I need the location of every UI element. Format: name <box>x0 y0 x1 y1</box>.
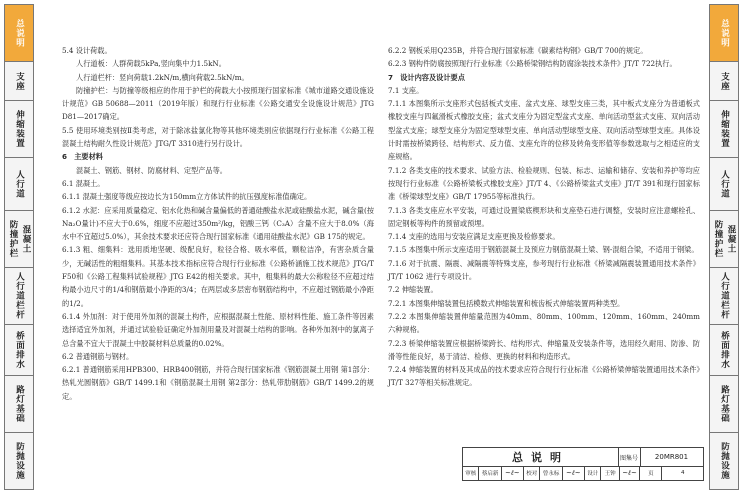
paragraph: 人行道板：人群荷载5kPa,竖向集中力1.5kN。 <box>76 59 226 69</box>
tab-label: 人行道 <box>14 169 25 199</box>
right-text-column <box>388 44 700 390</box>
right-nav-tab-2[interactable] <box>709 101 739 158</box>
left-text-column <box>62 44 374 403</box>
right-nav-tab-3[interactable] <box>709 158 739 211</box>
right-nav-tab-8[interactable] <box>709 433 739 490</box>
check-name: 曾永标 <box>540 466 562 480</box>
paragraph: 6.1.2 水泥：应采用质量稳定、铝水化热和碱含量偏低的普通硅酸盐水泥或硅酸盐水泥，碱含量(按Na₂O量计)不应大于0.6%，细度不应超过350m²/kg，铝酸三钙（C₃A）含量不应大于8.0%（海水中不宜超过5.0%），其余技术要求还应符合现行国家标准《通用硅酸盐水泥》GB 175的规定。 <box>62 205 374 242</box>
section-heading: 7 设计内容及设计要点 <box>388 72 465 82</box>
page-label: 页 <box>640 466 662 480</box>
tab-label-secondary: 混凝土 <box>726 224 736 254</box>
paragraph: 7.2.3 桥梁伸缩装置应根据桥梁跨长、结构形式、伸缩量及安装条件等，选用经久耐用、防渗、防滑等性能良好，易于清洁、检修、更换的材料和构造形式。 <box>388 338 700 361</box>
title-block-title: 总说明 <box>463 448 619 467</box>
paragraph: 7.2.2 本图集伸缩装置伸缩量范围为40mm、80mm、100mm、120mm、160mm、240mm六种规格。 <box>388 311 700 335</box>
paragraph: 5.5 使用环境类别按Ⅱ类考虑，对于除冰盐氯化物等其他环境类别应依据现行行业标准《公路工程混凝土结构耐久性设计规范》JTG/T 3310进行另行设计。 <box>62 125 374 149</box>
tab-label: 伸缩装置 <box>14 110 25 148</box>
paragraph: 7.1 支座。 <box>388 85 424 95</box>
title-block <box>462 447 704 481</box>
left-nav-tab-8[interactable] <box>4 433 34 490</box>
tab-label: 防撞护栏 <box>8 220 18 258</box>
left-category-nav <box>4 4 34 480</box>
left-nav-tab-1[interactable] <box>4 62 34 101</box>
tab-label: 支座 <box>14 71 25 91</box>
review-signature: ~ℓ~ <box>502 466 524 480</box>
paragraph: 7.1.5 本图集中所示支座适用于钢筋混凝土及预应力钢筋混凝土梁、钢-混组合梁，不适用于钢梁。 <box>388 245 699 255</box>
tab-label: 桥面排水 <box>14 331 25 369</box>
review-name: 蔡启新 <box>479 466 501 480</box>
left-nav-tab-0[interactable] <box>4 4 34 62</box>
tab-label: 防抛设施 <box>719 442 730 480</box>
paragraph: 6.1.4 外加剂：对于使用外加剂的混凝土构件，应根据混凝土性能、原材料性能、施工条件等因素选择适宜外加剂，并通过试验验证确定外加剂用量及对混凝土结构的影响。各种外加剂中的氯离子总含量不宜大于混凝土中胶凝材料总质量的0.02%。 <box>62 311 374 348</box>
paragraph: 7.1.2 各类支座的技术要求、试验方法、检验规则、包装、标志、运输和储存、安装和养护等均应按现行行业标准《公路桥梁板式橡胶支座》JT/T 4、《公路桥梁盆式支座》JT/T 391和现行国家标准《桥梁球型支座》GB/T 17955等标准执行。 <box>388 165 700 202</box>
paragraph: 7.1.1 本图集所示支座形式包括板式支座、盆式支座、球型支座三类，其中板式支座分为普通板式橡胶支座与四氟滑板式橡胶支座；盆式支座分为固定型盆式支座、单向活动型盆式支座、双向活动型盆式支座；球型支座分为固定型球型支座、单向活动型球型支座、双向活动型球型支座。具体设计时需按桥梁跨径、结构形式、反力值、支座允许的位移及转角变形值等参数选取与之相适应的支座规格。 <box>388 99 700 162</box>
right-category-nav <box>709 4 739 480</box>
paragraph: 混凝土、钢筋、钢材、防腐材料、定型产品等。 <box>76 165 227 175</box>
right-nav-tab-4[interactable] <box>709 211 739 268</box>
atlas-number-label: 图集号 <box>618 448 641 467</box>
section-heading: 6 主要材料 <box>62 152 103 162</box>
review-label: 审核 <box>463 466 479 480</box>
paragraph: 6.1 混凝土。 <box>62 178 105 188</box>
tab-label: 路灯基础 <box>719 385 730 423</box>
left-nav-tab-3[interactable] <box>4 158 34 211</box>
right-nav-tab-5[interactable] <box>709 268 739 325</box>
left-nav-tab-2[interactable] <box>4 101 34 158</box>
paragraph: 5.4 设计荷载。 <box>62 46 112 55</box>
paragraph: 7.2.1 本图集伸缩装置包括模数式伸缩装置和梳齿板式伸缩装置两种类型。 <box>388 298 625 308</box>
tab-label: 人行道栏杆 <box>14 272 25 320</box>
tab-label: 总说明 <box>14 18 25 48</box>
tab-label: 路灯基础 <box>14 385 25 423</box>
paragraph: 7.2 伸缩装置。 <box>388 285 438 295</box>
tab-label-secondary: 混凝土 <box>21 224 31 254</box>
page-number: 4 <box>681 470 685 476</box>
tab-label: 支座 <box>719 71 730 91</box>
tab-label: 防抛设施 <box>14 442 25 480</box>
paragraph: 6.2 普通钢筋与钢材。 <box>62 351 134 361</box>
paragraph: 7.2.4 伸缩装置的材料及其成品的技术要求应符合现行行业标准《公路桥梁伸缩装置通用技术条件》JT/T 327等相关标准规定。 <box>388 365 700 388</box>
paragraph: 人行道栏杆：竖向荷载1.2kN/m,横向荷载2.5kN/m。 <box>76 72 249 82</box>
tab-label: 人行道栏杆 <box>719 272 730 320</box>
right-nav-tab-1[interactable] <box>709 62 739 101</box>
signature-row <box>463 466 703 480</box>
design-signature: ~ℓ~ <box>620 466 640 480</box>
paragraph: 6.1.1 混凝土强度等级应按边长为150mm立方体试件的抗压强度标准值确定。 <box>62 192 312 202</box>
paragraph: 7.1.6 对于抗震、隔震、减隔震等特殊支座，参考现行行业标准《桥梁减隔震装置通用技术条件》JT/T 1062 进行专项设计。 <box>388 258 700 282</box>
document-page <box>44 30 698 450</box>
paragraph: 6.1.3 粗、细集料：选用质地坚硬、级配良好，粒径合格、吸水率低，颗粒洁净，有害杂质含量少，无碱活性的粗细集料。其基本技术指标应符合现行行业标准《公路桥涵施工技术规范》JTG/T F50和《公路工程集料试验规程》JTG E42的相关要求。其中，粗集料的最大公称粒径不应超过结构最小边尺寸的1/4和钢筋最小净距的3/4；在两层或多层密布钢筋结构中，不应超过钢筋最小净距的1/2。 <box>62 245 374 308</box>
left-nav-tab-6[interactable] <box>4 325 34 376</box>
atlas-number: 20MR801 <box>640 448 703 467</box>
right-nav-tab-6[interactable] <box>709 325 739 376</box>
tab-label: 总说明 <box>719 18 730 48</box>
check-signature: ~ℓ~ <box>563 466 585 480</box>
paragraph: 防撞护栏：与防撞等级相应的作用于护栏的荷载大小按照现行国家标准《城市道路交通设施设计规范》GB 50688—2011（2019年版）和现行行业标准《公路交通安全设施设计规范》JTG D81—2017确定。 <box>62 85 374 122</box>
design-name: 王钟 <box>601 466 619 480</box>
design-label: 设计 <box>585 466 601 480</box>
tab-label: 伸缩装置 <box>719 110 730 148</box>
tab-label: 人行道 <box>719 169 730 199</box>
right-nav-tab-0[interactable] <box>709 4 739 62</box>
right-nav-tab-7[interactable] <box>709 376 739 433</box>
check-label: 校对 <box>524 466 540 480</box>
paragraph: 6.2.3 钢构件防腐按照现行行业标准《公路桥梁钢结构防腐涂装技术条件》JT/T 722执行。 <box>388 59 677 69</box>
paragraph: 7.1.3 各类支座应水平安装，可通过设置梁底楔形块和支座垫石进行调整，安装时应注意螺栓孔、固定钢板等构件的预留或预埋。 <box>388 205 700 228</box>
tab-label: 防撞护栏 <box>713 220 723 258</box>
paragraph: 6.2.2 钢板采用Q235B，并符合现行国家标准《碳素结构钢》GB/T 700的规定。 <box>388 46 648 55</box>
left-nav-tab-5[interactable] <box>4 268 34 325</box>
left-nav-tab-4[interactable] <box>4 211 34 268</box>
paragraph: 7.1.4 支座的选用与安装应满足支座更换及检修要求。 <box>388 232 560 242</box>
tab-label: 桥面排水 <box>719 331 730 369</box>
left-nav-tab-7[interactable] <box>4 376 34 433</box>
paragraph: 6.2.1 普通钢筋采用HPB300、HRB400钢筋，并符合现行国家标准《钢筋混凝土用钢 第1部分：热轧光圆钢筋》GB/T 1499.1和《钢筋混凝土用钢 第2部分：热轧带肋钢筋》GB/T 1499.2的规定。 <box>62 365 374 401</box>
